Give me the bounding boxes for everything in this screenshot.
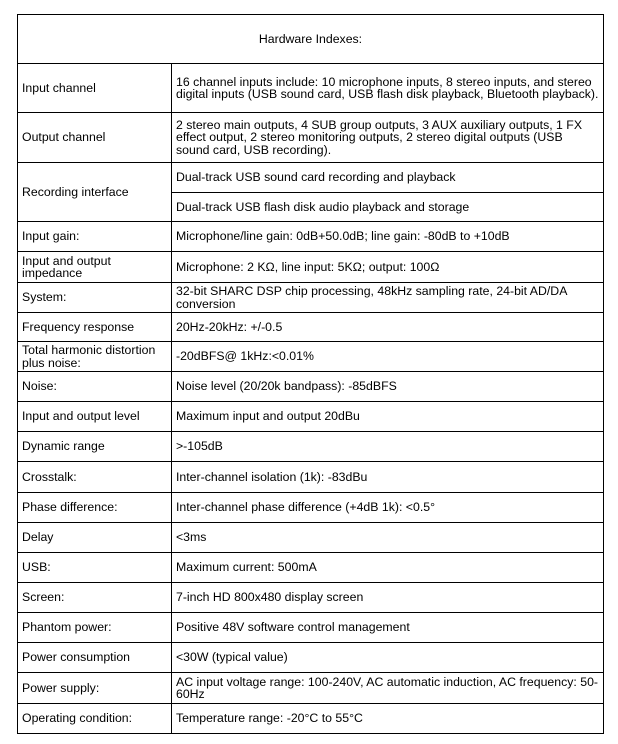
table-row: [18, 283, 604, 313]
row-label: Crosstalk:: [18, 462, 172, 493]
row-value: Dual-track USB sound card recording and playback: [172, 163, 604, 193]
row-label: Input channel: [18, 64, 172, 113]
row-label: Delay: [18, 523, 172, 553]
table-row: [18, 372, 604, 402]
row-value: 16 channel inputs include: 10 microphone inputs, 8 stereo inputs, and stereo digital inputs (USB sound card, USB flash disk playback, Bluetooth playback).: [172, 64, 604, 113]
row-value: Maximum current: 500mA: [172, 553, 604, 583]
table-row: [18, 222, 604, 252]
row-label: Dynamic range: [18, 432, 172, 462]
row-label: Operating condition:: [18, 704, 172, 734]
row-value: 2 stereo main outputs, 4 SUB group outputs, 3 AUX auxiliary outputs, 1 FX effect output, 2 stereo monitoring outputs, 2 stereo digital outputs (USB sound card, USB recording).: [172, 113, 604, 163]
row-label: Input and output impedance: [18, 252, 172, 283]
row-value: 20Hz-20kHz: +/-0.5: [172, 313, 604, 342]
row-value: <30W (typical value): [172, 643, 604, 673]
row-value: >-105dB: [172, 432, 604, 462]
table-row: [18, 673, 604, 704]
row-value: -20dBFS@ 1kHz:<0.01%: [172, 342, 604, 372]
row-label: Input and output level: [18, 402, 172, 432]
row-value: Inter-channel phase difference (+4dB 1k): <0.5°: [172, 493, 604, 523]
row-label: Screen:: [18, 583, 172, 613]
table-row: [18, 252, 604, 283]
row-value: <3ms: [172, 523, 604, 553]
row-label: Recording interface: [18, 163, 172, 222]
table-row: [18, 493, 604, 523]
table-row: [18, 583, 604, 613]
row-label: Noise:: [18, 372, 172, 402]
row-label: Phantom power:: [18, 613, 172, 643]
row-value: Maximum input and output 20dBu: [172, 402, 604, 432]
table-row: [18, 64, 604, 113]
table-row: [18, 462, 604, 493]
row-label: USB:: [18, 553, 172, 583]
row-label: Output channel: [18, 113, 172, 163]
table-row: [18, 523, 604, 553]
row-value: Noise level (20/20k bandpass): -85dBFS: [172, 372, 604, 402]
row-label: Frequency response: [18, 313, 172, 342]
row-value: Dual-track USB flash disk audio playback and storage: [172, 193, 604, 222]
table-row: [18, 643, 604, 673]
table-title-row: [18, 15, 604, 64]
row-value: AC input voltage range: 100-240V, AC automatic induction, AC frequency: 50-60Hz: [172, 673, 604, 704]
table-row: [18, 163, 604, 193]
table-row: [18, 613, 604, 643]
table-row: [18, 402, 604, 432]
row-value: Temperature range: -20°C to 55°C: [172, 704, 604, 734]
row-label: Power supply:: [18, 673, 172, 704]
row-value: 32-bit SHARC DSP chip processing, 48kHz sampling rate, 24-bit AD/DA conversion: [172, 283, 604, 313]
table-title: Hardware Indexes:: [18, 15, 604, 64]
row-value: Microphone: 2 KΩ, line input: 5KΩ; output: 100Ω: [172, 252, 604, 283]
table-row: [18, 553, 604, 583]
row-value: Positive 48V software control management: [172, 613, 604, 643]
row-value: Inter-channel isolation (1k): -83dBu: [172, 462, 604, 493]
row-label: System:: [18, 283, 172, 313]
table-row: [18, 432, 604, 462]
row-label: Total harmonic distortion plus noise:: [18, 342, 172, 372]
row-label: Phase difference:: [18, 493, 172, 523]
table-row: [18, 704, 604, 734]
hardware-indexes-table: [17, 14, 604, 734]
row-value: Microphone/line gain: 0dB+50.0dB; line gain: -80dB to +10dB: [172, 222, 604, 252]
table-row: [18, 342, 604, 372]
row-value: 7-inch HD 800x480 display screen: [172, 583, 604, 613]
table-row: [18, 113, 604, 163]
row-label: Power consumption: [18, 643, 172, 673]
row-label: Input gain:: [18, 222, 172, 252]
table-row: [18, 313, 604, 342]
